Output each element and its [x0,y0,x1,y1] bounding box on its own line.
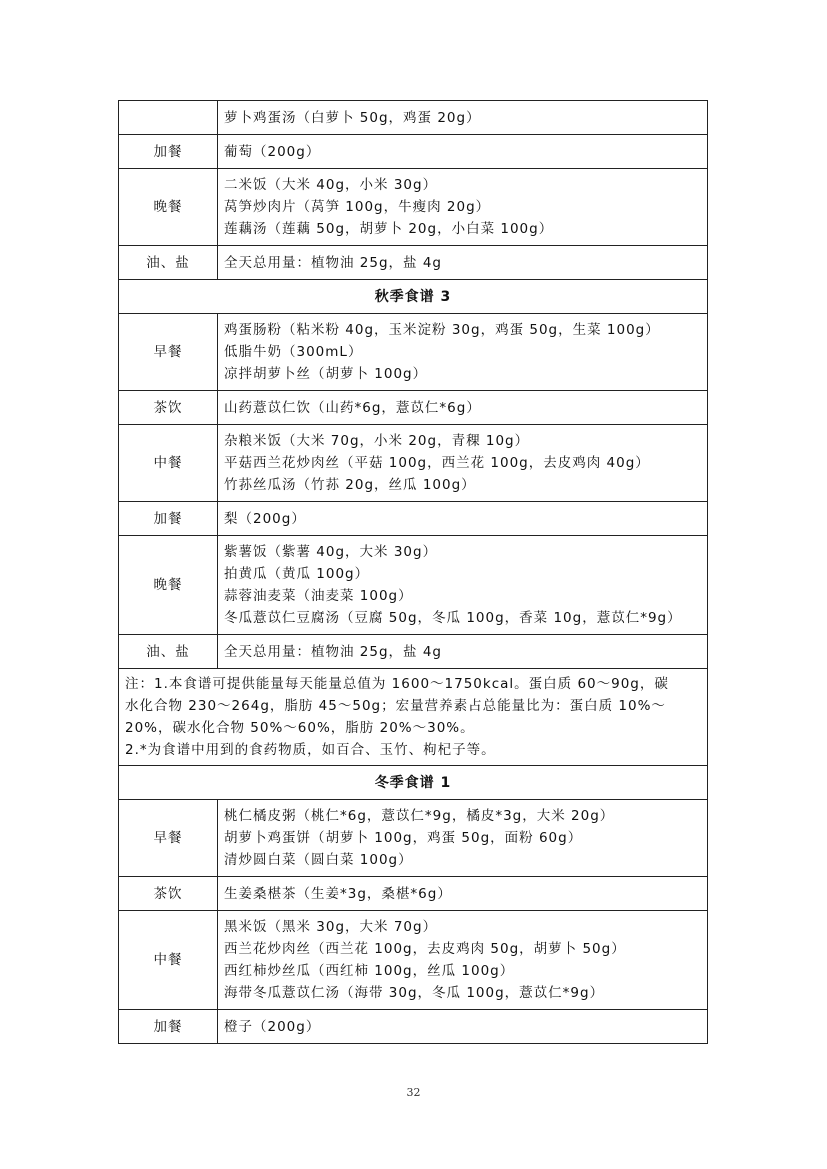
meal-row [119,314,708,391]
dish-item: 蒜蓉油麦菜（油麦菜 100g） [224,588,413,604]
meal-items [218,246,708,280]
note-row [119,669,708,766]
dish-item: 清炒圆白菜（圆白菜 100g） [224,852,413,868]
meal-row [119,425,708,502]
section-title: 冬季食谱 1 [119,766,708,800]
dish-item: 黑米饭（黑米 30g，大米 70g） [224,919,438,935]
meal-items [218,800,708,877]
meal-row [119,800,708,877]
dish-item: 拍黄瓜（黄瓜 100g） [224,566,370,582]
meal-name: 中餐 [119,911,218,1010]
meal-row [119,877,708,911]
meal-row [119,1010,708,1044]
menu-table [118,100,708,1044]
meal-name: 油、盐 [119,246,218,280]
dish-item: 葡萄（200g） [224,143,321,160]
meal-items [218,169,708,246]
page-number: 32 [406,1086,421,1099]
meal-row [119,246,708,280]
meal-row [119,536,708,635]
dish-item: 胡萝卜鸡蛋饼（胡萝卜 100g，鸡蛋 50g，面粉 60g） [224,830,583,846]
meal-row [119,169,708,246]
meal-name: 加餐 [119,135,218,169]
meal-row [119,502,708,536]
dish-item: 生姜桑椹茶（生姜*3g，桑椹*6g） [224,885,452,902]
dish-item: 全天总用量：植物油 25g，盐 4g [224,643,442,660]
dish-item: 紫薯饭（紫薯 40g，大米 30g） [224,544,438,560]
meal-items [218,135,708,169]
meal-row [119,911,708,1010]
note-cell [119,669,708,766]
meal-name: 中餐 [119,425,218,502]
note-line: 2.*为食谱中用到的食药物质，如百合、玉竹、枸杞子等。 [125,742,496,758]
meal-name: 茶饮 [119,391,218,425]
dish-item: 海带冬瓜薏苡仁汤（海带 30g，冬瓜 100g，薏苡仁*9g） [224,985,605,1001]
meal-items [218,1010,708,1044]
dish-item: 桃仁橘皮粥（桃仁*6g，薏苡仁*9g，橘皮*3g，大米 20g） [224,808,615,824]
dish-item: 全天总用量：植物油 25g，盐 4g [224,254,442,271]
dish-item: 低脂牛奶（300mL） [224,344,363,360]
meal-items [218,314,708,391]
dish-item: 莴笋炒肉片（莴笋 100g，牛瘦肉 20g） [224,199,491,215]
dish-item: 平菇西兰花炒肉丝（平菇 100g，西兰花 100g，去皮鸡肉 40g） [224,455,650,471]
meal-items [218,911,708,1010]
dish-item: 橙子（200g） [224,1018,321,1035]
dish-item: 西兰花炒肉丝（西兰花 100g，去皮鸡肉 50g，胡萝卜 50g） [224,941,626,957]
meal-items [218,391,708,425]
dish-item: 梨（200g） [224,510,306,527]
meal-row [119,135,708,169]
dish-item: 竹荪丝瓜汤（竹荪 20g，丝瓜 100g） [224,477,476,493]
meal-row [119,635,708,669]
meal-name: 早餐 [119,314,218,391]
meal-items [218,635,708,669]
dish-item: 莲藕汤（莲藕 50g，胡萝卜 20g，小白菜 100g） [224,221,554,237]
meal-row [119,391,708,425]
dish-item: 杂粮米饭（大米 70g，小米 20g，青稞 10g） [224,433,530,449]
section-header-row [119,280,708,314]
meal-name: 茶饮 [119,877,218,911]
meal-items [218,101,708,135]
section-title: 秋季食谱 3 [119,280,708,314]
dish-item: 西红柿炒丝瓜（西红柿 100g，丝瓜 100g） [224,963,515,979]
section-header-row [119,766,708,800]
note-line: 20%，碳水化合物 50%～60%，脂肪 20%～30%。 [125,720,475,736]
meal-name: 加餐 [119,502,218,536]
meal-items [218,502,708,536]
dish-item: 山药薏苡仁饮（山药*6g，薏苡仁*6g） [224,399,481,416]
meal-name: 油、盐 [119,635,218,669]
dish-item: 萝卜鸡蛋汤（白萝卜 50g，鸡蛋 20g） [224,109,481,126]
meal-name [119,101,218,135]
menu-table-body [119,101,708,1044]
meal-name: 晚餐 [119,536,218,635]
meal-items [218,536,708,635]
meal-name: 晚餐 [119,169,218,246]
note-line: 水化合物 230～264g，脂肪 45～50g；宏量营养素占总能量比为：蛋白质 10%～ [125,698,666,714]
dish-item: 鸡蛋肠粉（粘米粉 40g，玉米淀粉 30g，鸡蛋 50g，生菜 100g） [224,322,660,338]
meal-name: 加餐 [119,1010,218,1044]
meal-name: 早餐 [119,800,218,877]
meal-items [218,877,708,911]
dish-item: 二米饭（大米 40g，小米 30g） [224,177,438,193]
note-line: 注：1.本食谱可提供能量每天能量总值为 1600～1750kcal。蛋白质 60～90g，碳 [125,676,669,692]
dish-item: 凉拌胡萝卜丝（胡萝卜 100g） [224,366,428,382]
meal-row [119,101,708,135]
dish-item: 冬瓜薏苡仁豆腐汤（豆腐 50g，冬瓜 100g，香菜 10g，薏苡仁*9g） [224,610,682,626]
meal-items [218,425,708,502]
